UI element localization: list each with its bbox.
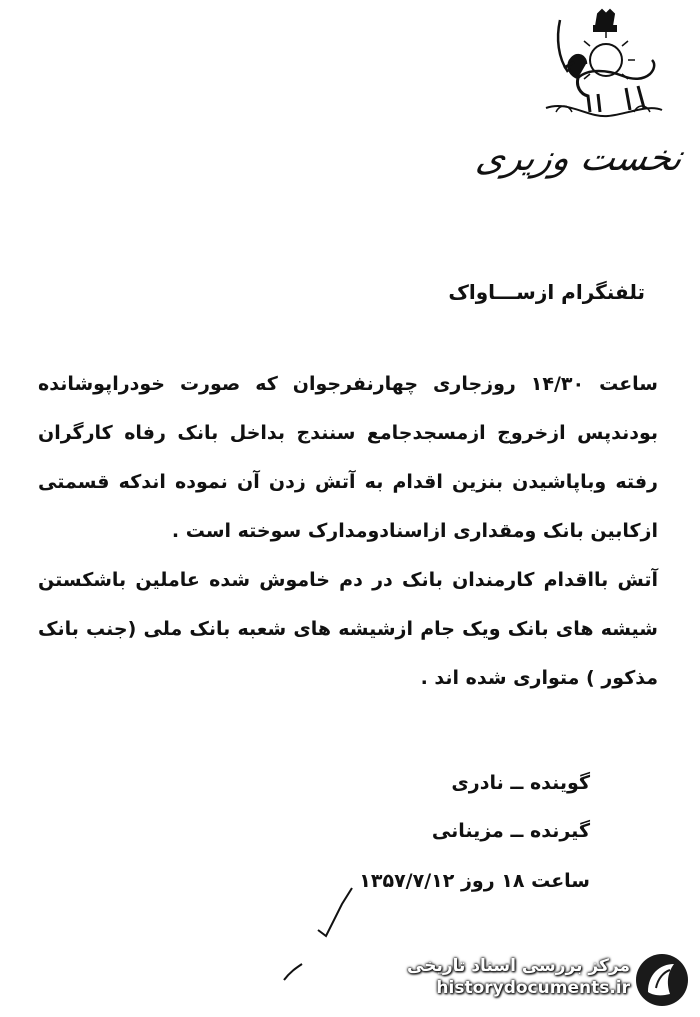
body-line: رفته وباپاشیدن بنزین اقدام به آتش زدن آن نموده اندکه قسمتی	[38, 471, 658, 493]
body-line: آتش بااقدام کارمندان بانک در دم خاموش شده عاملین باشکستن	[38, 569, 658, 591]
body-line: بودندپس ازخروج ازمسجدجامع سنندج بداخل بانک رفاه کارگران	[38, 422, 658, 444]
body-line: ازکابین بانک ومقداری ازاسنادومدارک سوخته است .	[171, 520, 658, 542]
lion-and-sun-crown-icon	[538, 8, 668, 126]
letterhead-title: نخست وزیری	[472, 138, 687, 179]
speaker-line: گوینده ــ نادری	[451, 772, 590, 794]
document-subject: تلفنگرام ازســـاواک	[448, 280, 645, 304]
footer-name: مرکز بررسی اسناد تاریخی	[407, 956, 630, 976]
footer-site: historydocuments.ir	[436, 978, 630, 998]
footer-watermark-text	[330, 956, 630, 998]
historydocuments-logo-icon	[634, 952, 690, 1008]
receiver-line: گیرنده ــ مزینانی	[431, 820, 590, 842]
time-date-line: ساعت ۱۸ روز ۱۳۵۷/۷/۱۲	[359, 870, 590, 892]
body-line: مذکور ) متواری شده اند .	[420, 667, 658, 689]
document-body	[38, 360, 658, 703]
body-line: ساعت ۱۴/۳۰ روزجاری چهارنفرجوان که صورت خودراپوشانده	[38, 373, 658, 395]
body-line: شیشه های بانک ویک جام ازشیشه های شعبه بانک ملی (جنب بانک	[38, 618, 658, 640]
